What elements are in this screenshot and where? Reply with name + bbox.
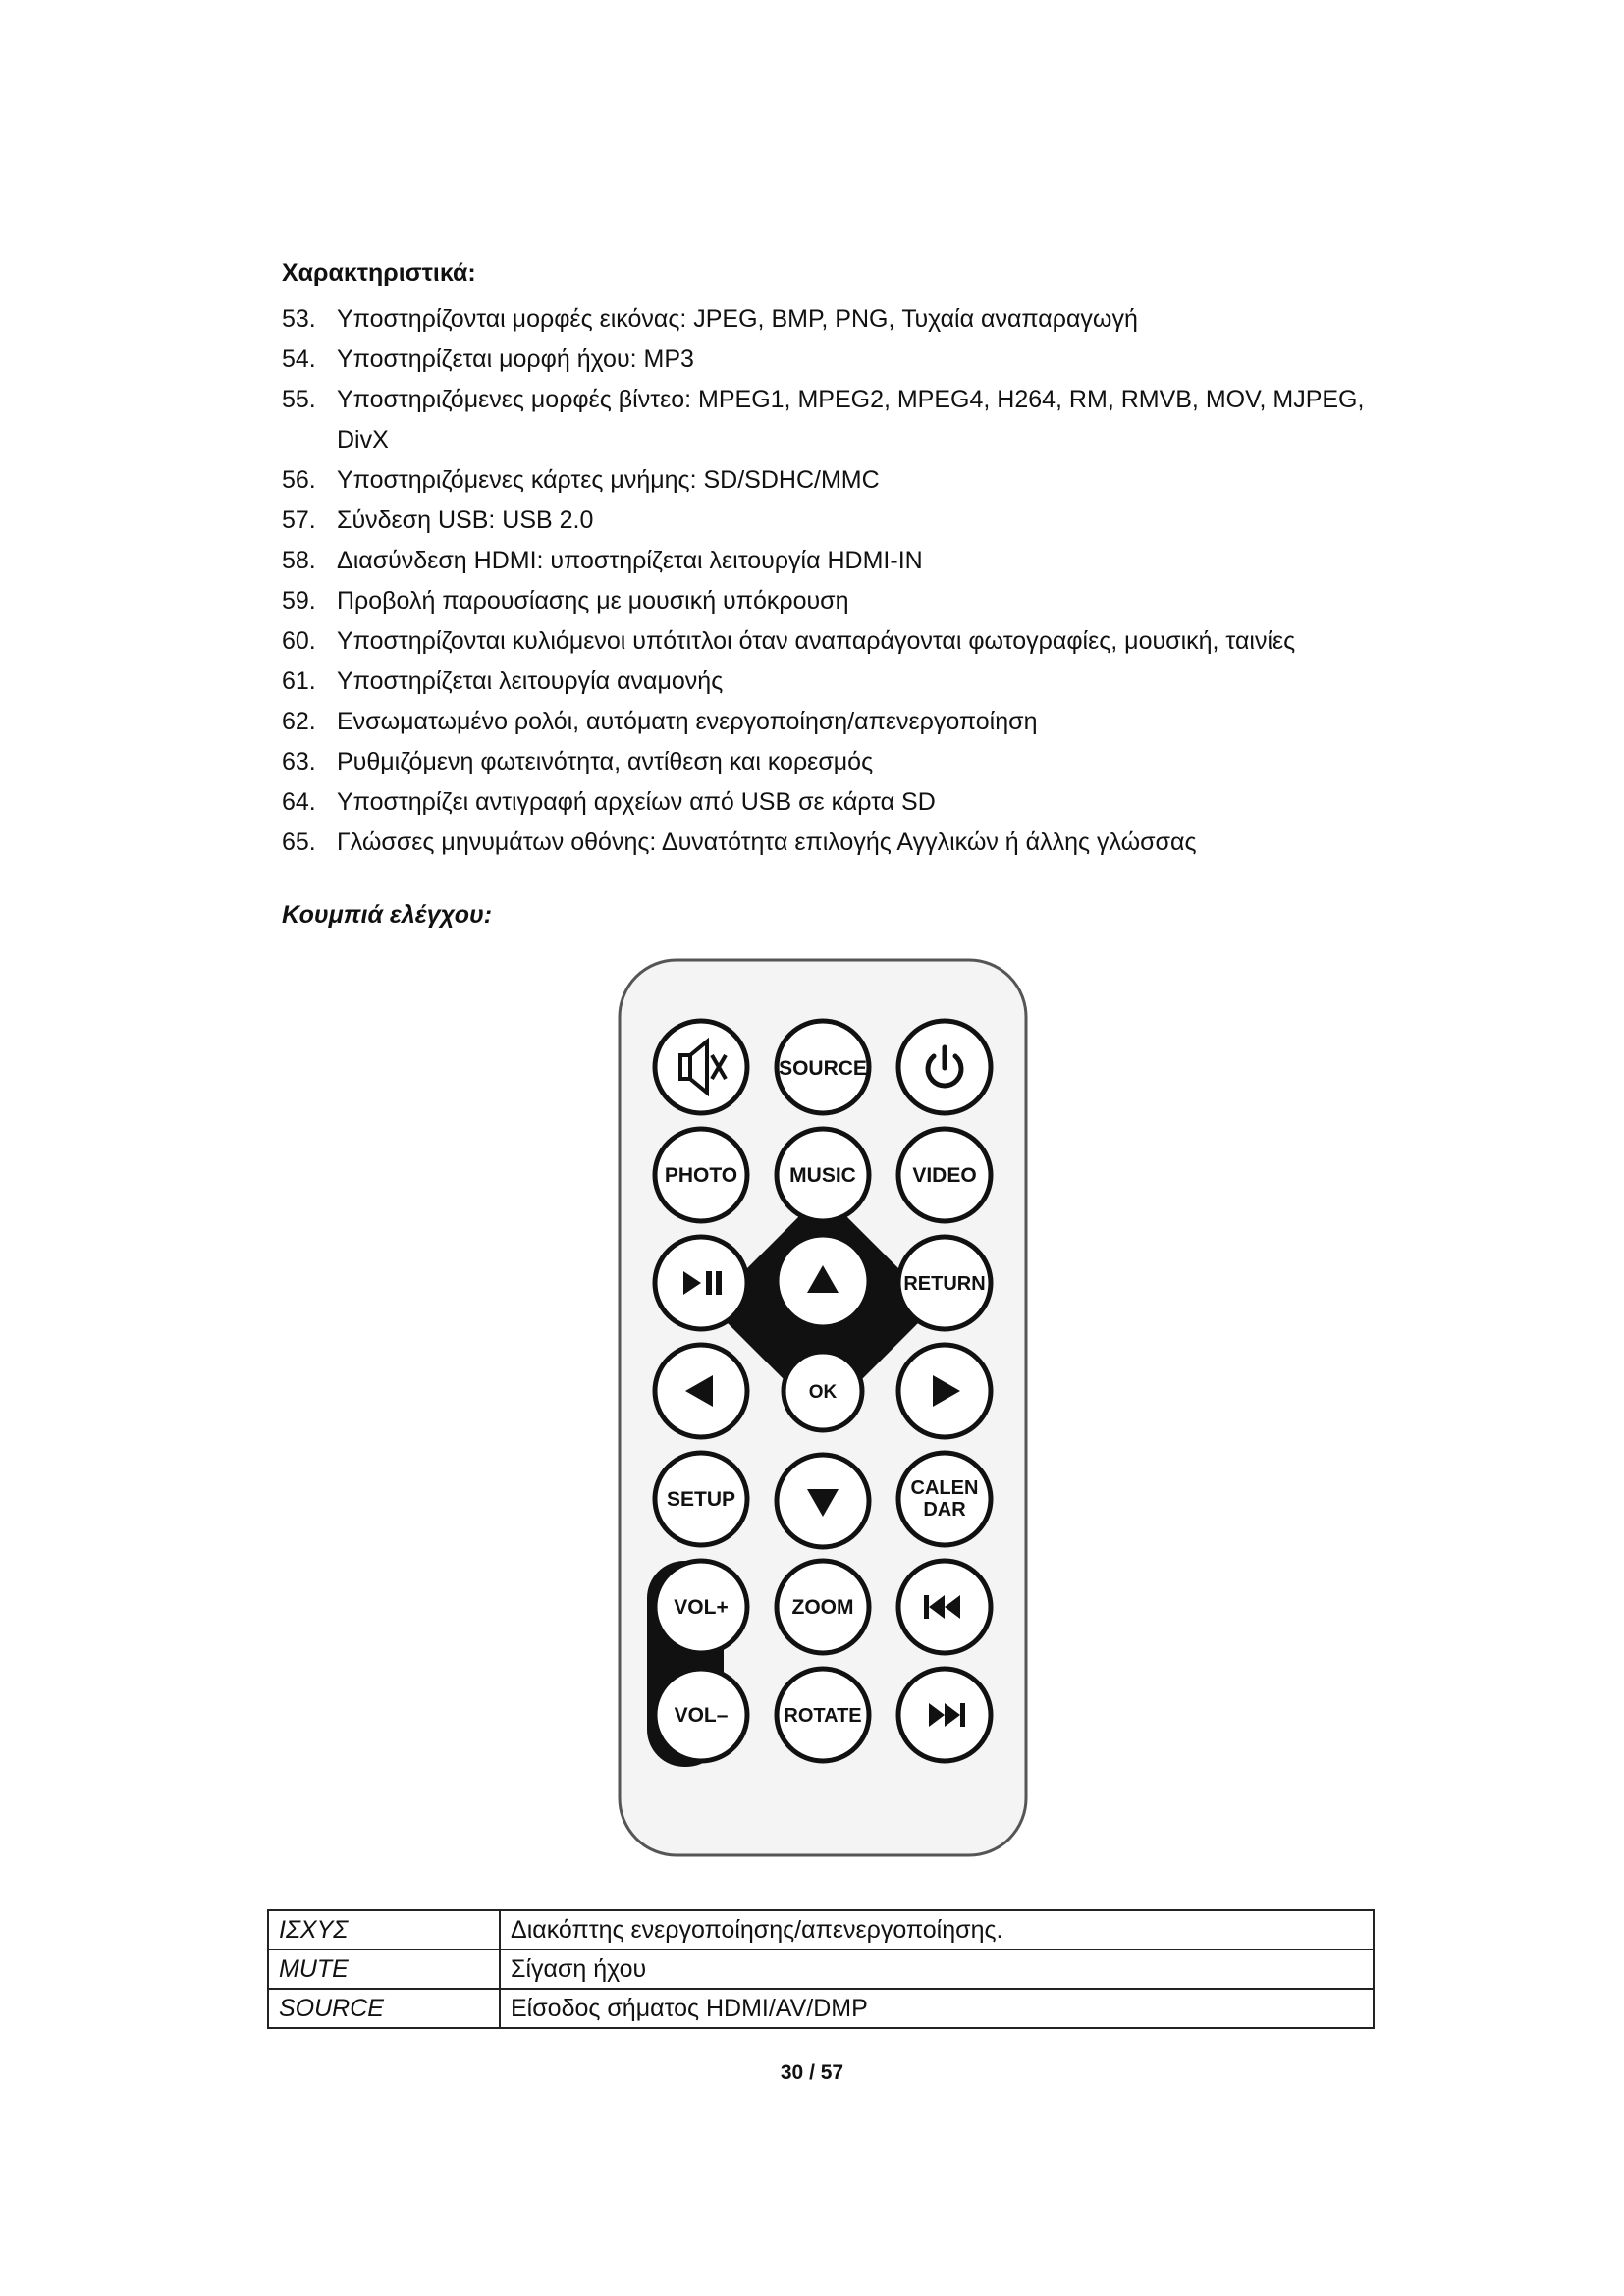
feature-text: Ρυθμιζόμενη φωτεινότητα, αντίθεση και κορεσμός <box>337 748 874 775</box>
ok-label: OK <box>808 1382 838 1403</box>
key-cell: MUTE <box>268 1949 500 1989</box>
feature-text: Υποστηριζόμενες κάρτες μνήμης: SD/SDHC/MMC <box>337 466 880 494</box>
remote-control-illustration <box>617 957 1029 1860</box>
page-number: 30 / 57 <box>780 2061 844 2084</box>
feature-item <box>282 662 1381 702</box>
feature-item <box>282 581 1381 621</box>
volume-down-label: VOL– <box>674 1704 729 1727</box>
feature-text: Υποστηρίζεται λειτουργία αναμονής <box>337 667 724 695</box>
table-row <box>268 1949 1374 1989</box>
feature-text: Υποστηρίζει αντιγραφή αρχείων από USB σε κάρτα SD <box>337 788 936 816</box>
feature-item <box>282 702 1381 742</box>
feature-number: 64. <box>282 788 316 816</box>
feature-text: Ενσωματωμένο ρολόι, αυτόματη ενεργοποίηση/απενεργοποίηση <box>337 708 1038 735</box>
feature-item <box>282 501 1381 541</box>
return-label: RETURN <box>903 1273 986 1295</box>
key-cell: ΙΣΧΥΣ <box>268 1910 500 1949</box>
photo-label: PHOTO <box>664 1164 738 1187</box>
feature-number: 55. <box>282 386 316 413</box>
feature-text: Υποστηρίζονται κυλιόμενοι υπότιτλοι όταν αναπαράγονται φωτογραφίες, μουσική, ταινίες <box>337 627 1296 655</box>
feature-number: 63. <box>282 748 316 775</box>
feature-text: Υποστηρίζονται μορφές εικόνας: JPEG, BMP, PNG, Τυχαία αναπαραγωγή <box>337 305 1138 333</box>
feature-number: 57. <box>282 507 316 534</box>
feature-number: 65. <box>282 828 316 856</box>
description-cell: Σίγαση ήχου <box>500 1949 1374 1989</box>
volume-up-label: VOL+ <box>674 1596 729 1619</box>
feature-item <box>282 380 1381 460</box>
feature-item <box>282 541 1381 581</box>
feature-item <box>282 460 1381 501</box>
zoom-label: ZOOM <box>791 1596 854 1619</box>
calendar-label-line1: CALEN <box>910 1477 979 1499</box>
feature-item <box>282 621 1381 662</box>
setup-label: SETUP <box>666 1488 736 1511</box>
music-label: MUSIC <box>789 1164 856 1187</box>
feature-item <box>282 299 1381 340</box>
feature-text: Σύνδεση USB: USB 2.0 <box>337 507 594 534</box>
mute-button[interactable] <box>655 1021 747 1113</box>
description-cell: Διακόπτης ενεργοποίησης/απενεργοποίησης. <box>500 1910 1374 1949</box>
feature-number: 56. <box>282 466 316 494</box>
feature-item <box>282 340 1381 380</box>
feature-text: Γλώσσες μηνυμάτων οθόνης: Δυνατότητα επιλογής Αγγλικών ή άλλης γλώσσας <box>337 828 1197 856</box>
feature-number: 61. <box>282 667 316 695</box>
feature-number: 59. <box>282 587 316 614</box>
feature-text: Διασύνδεση HDMI: υποστηρίζεται λειτουργία HDMI-IN <box>337 547 923 574</box>
description-cell: Είσοδος σήματος HDMI/AV/DMP <box>500 1989 1374 2028</box>
feature-number: 53. <box>282 305 316 333</box>
feature-number: 60. <box>282 627 316 655</box>
key-cell: SOURCE <box>268 1989 500 2028</box>
feature-item <box>282 782 1381 823</box>
table-row <box>268 1989 1374 2028</box>
calendar-label-line2: DAR <box>923 1499 966 1521</box>
feature-number: 54. <box>282 346 316 373</box>
feature-number: 62. <box>282 708 316 735</box>
feature-item <box>282 742 1381 782</box>
feature-item <box>282 823 1381 863</box>
table-row <box>268 1910 1374 1949</box>
feature-text: Προβολή παρουσίασης με μουσική υπόκρουση <box>337 587 849 614</box>
rotate-label: ROTATE <box>784 1705 862 1727</box>
controls-heading: Κουμπιά ελέγχου: <box>282 901 493 929</box>
feature-text: Υποστηριζόμενες μορφές βίντεο: MPEG1, MPEG2, MPEG4, H264, RM, RMVB, MOV, MJPEG, DivX <box>337 386 1365 454</box>
features-heading: Χαρακτηριστικά: <box>282 259 476 287</box>
feature-number: 58. <box>282 547 316 574</box>
video-label: VIDEO <box>912 1164 977 1187</box>
key-description-table <box>267 1909 1375 2029</box>
feature-text: Υποστηρίζεται μορφή ήχου: MP3 <box>337 346 694 373</box>
features-list <box>282 299 1381 863</box>
source-label: SOURCE <box>779 1057 867 1080</box>
